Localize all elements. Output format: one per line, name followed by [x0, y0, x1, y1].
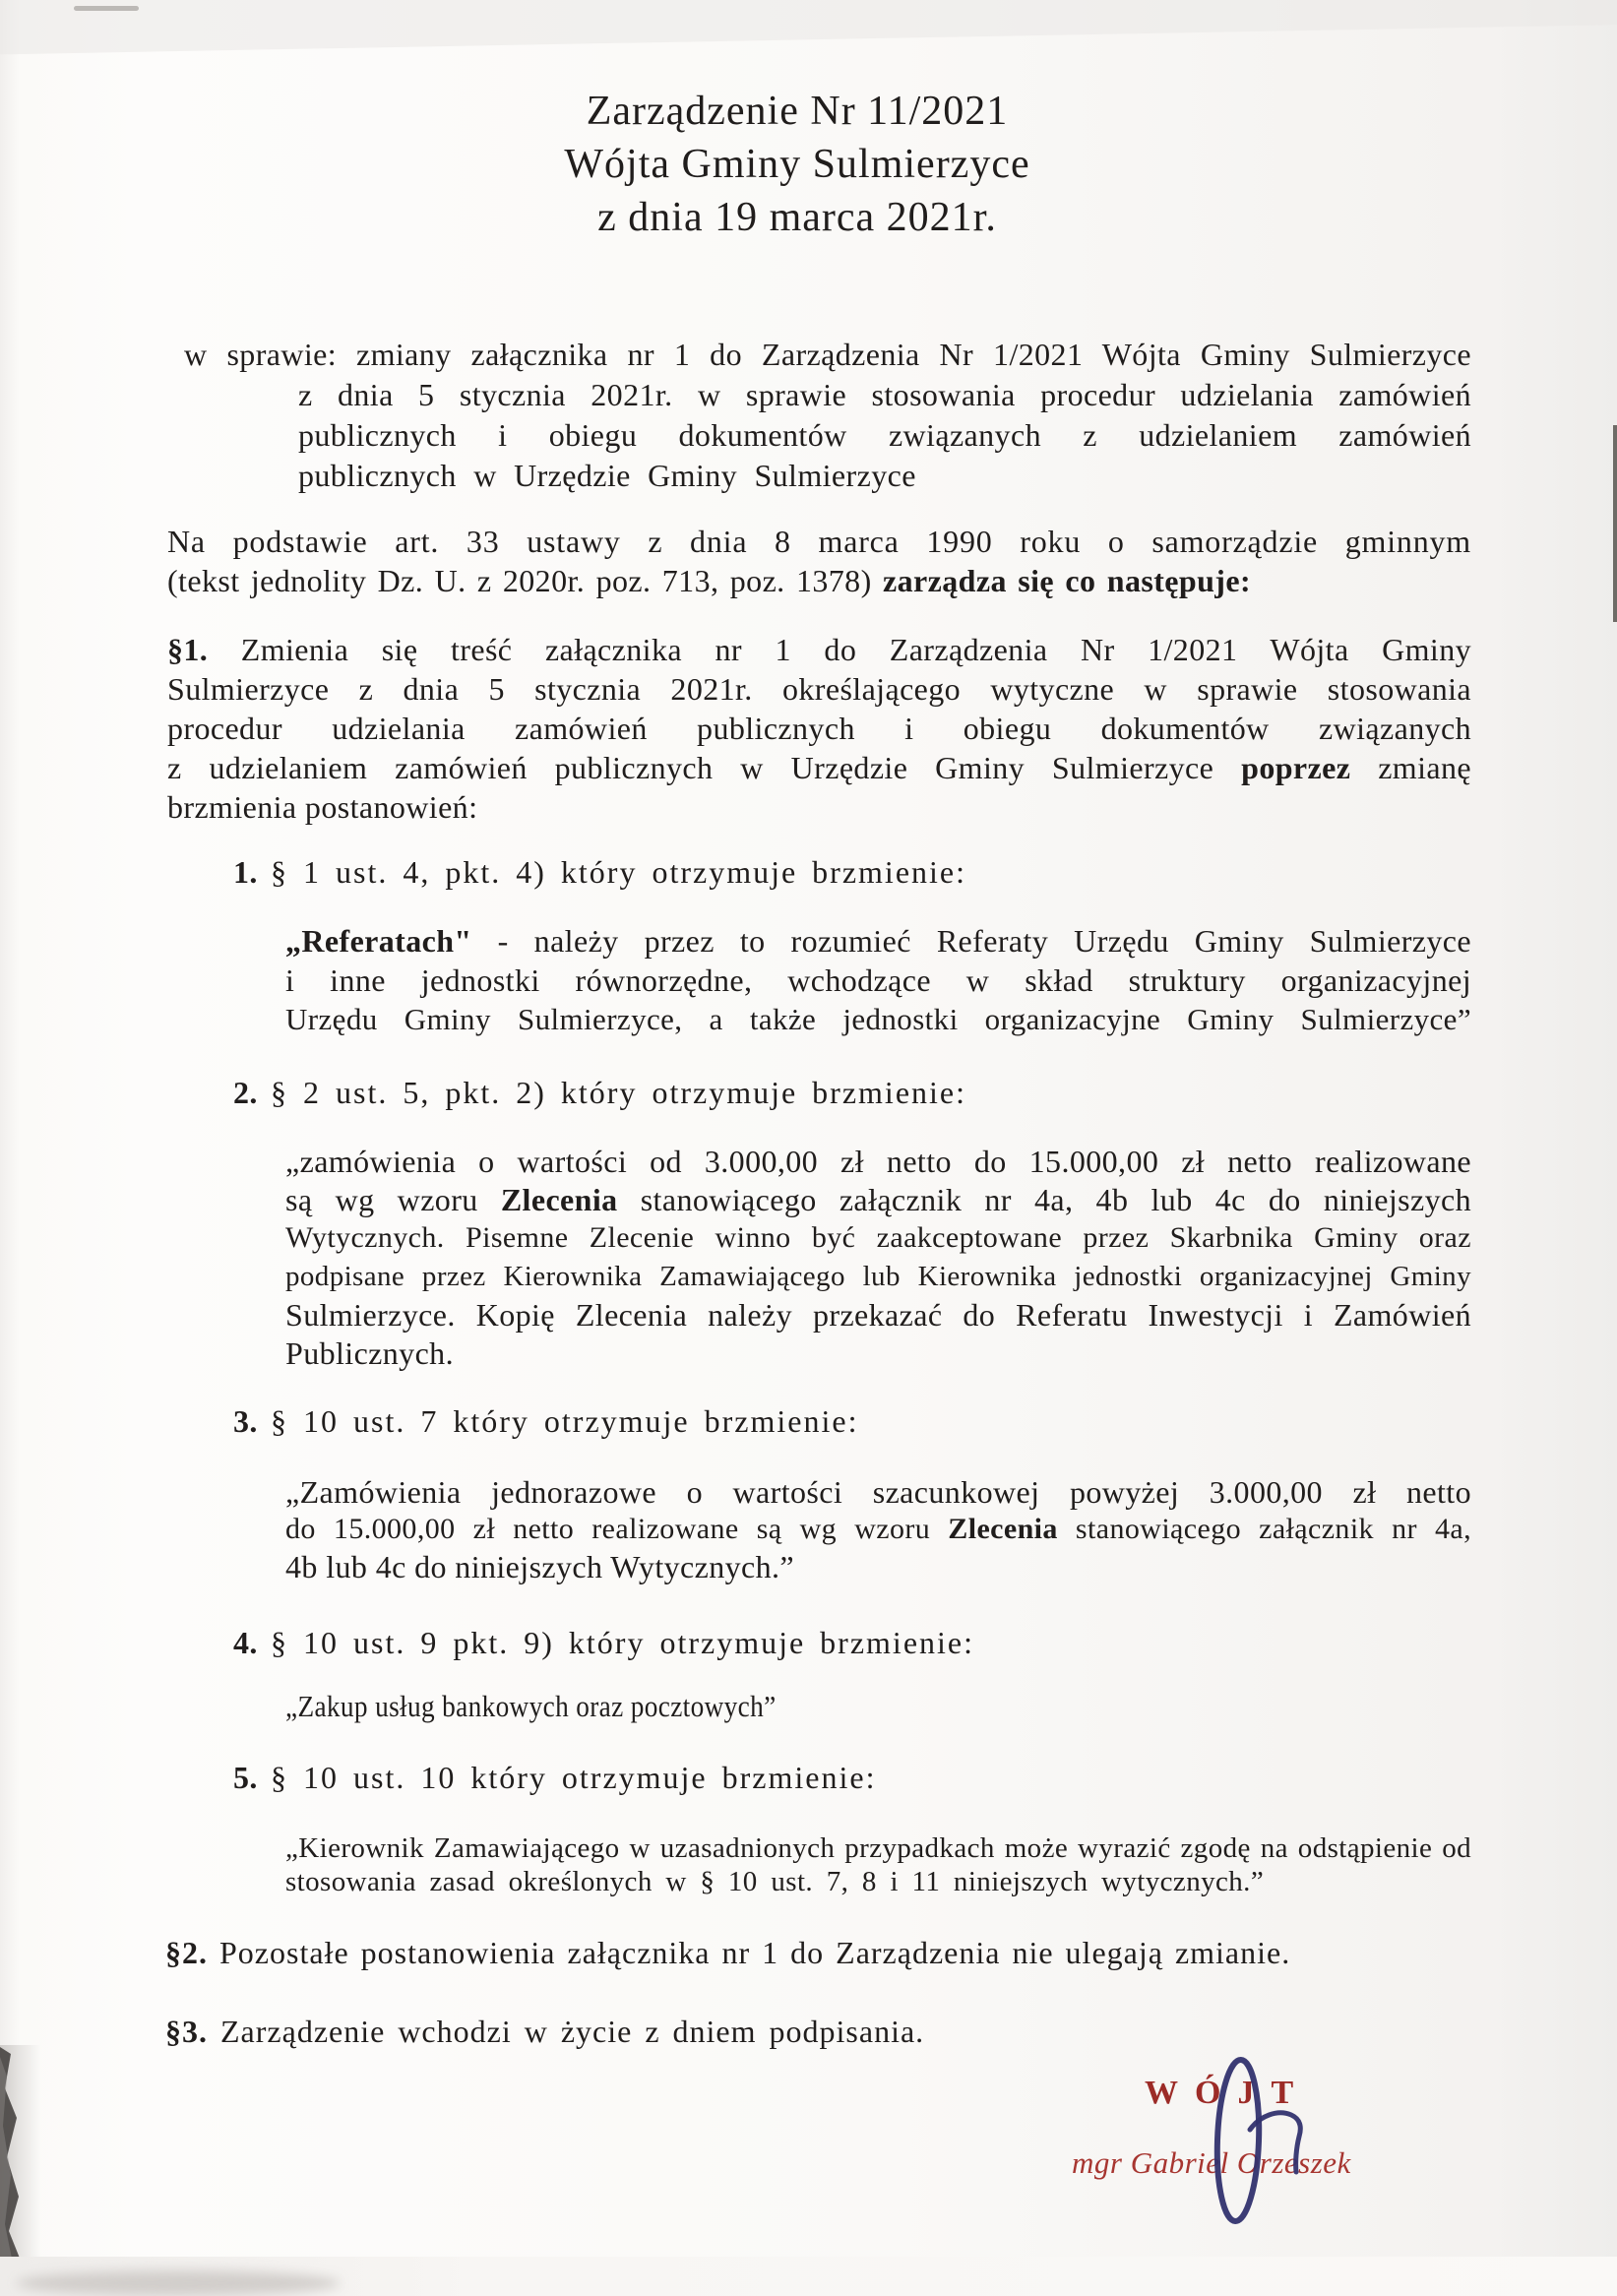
list-item-1-header: § 1 ust. 4, pkt. 4) który otrzymuje brzmienie:: [271, 854, 966, 890]
quote2-line-2-post: stanowiącego załącznik nr 4a, 4b lub 4c do niniejszych: [617, 1182, 1471, 1217]
list-item-3-number: 3.: [233, 1403, 258, 1439]
quote2-line-6: Publicznych.: [285, 1335, 454, 1371]
quote2-line-5: Sulmierzyce. Kopię Zlecenia należy przekazać do Referatu Inwestycji i Zamówień: [285, 1297, 1471, 1333]
section1-mark: §1.: [167, 632, 209, 667]
quote1-referatach-bold: „Referatach": [285, 923, 498, 959]
quote2-line-3: Wytycznych. Pisemne Zlecenie winno być zaakceptowane przez Skarbnika Gminy oraz: [285, 1221, 1471, 1254]
quote3-line-2-post: stanowiącego załącznik nr 4a,: [1057, 1513, 1471, 1545]
section1-line-4-post: zmianę: [1350, 750, 1471, 785]
section2-line: [165, 1933, 1290, 1972]
section1-line-2: Sulmierzyce z dnia 5 stycznia 2021r. określającego wytyczne w sprawie stosowania: [167, 671, 1471, 707]
mayor-stamp-title: WÓJT: [1145, 2075, 1311, 2111]
quote2-line-1: „zamówienia o wartości od 3.000,00 zł netto do 15.000,00 zł netto realizowane: [285, 1144, 1471, 1179]
quote1-line-2: i inne jednostki równorzędne, wchodzące w skład struktury organizacyjnej: [285, 962, 1471, 998]
quote2-line-2-pre: są wg wzoru: [285, 1182, 501, 1217]
section1-poprzez-bold: poprzez: [1241, 750, 1351, 785]
section2-text: Pozostałe postanowienia załącznika nr 1 do Zarządzenia nie ulegają zmianie.: [208, 1935, 1291, 1970]
section1-line-3: procedur udzielania zamówień publicznych i obiegu dokumentów związanych: [167, 711, 1471, 746]
subject-line-3: publicznych i obiegu dokumentów związanych z udzielaniem zamówień: [298, 417, 1471, 453]
scan-artifact-top-dash: [74, 6, 139, 11]
mayor-stamp-name: mgr Gabriel Orzeszek: [1072, 2145, 1351, 2180]
quote3-line-2: [285, 1510, 1471, 1549]
list-item-3-header: § 10 ust. 7 który otrzymuje brzmienie:: [271, 1403, 859, 1439]
quote1-line-1: [285, 921, 1471, 961]
section1-line-4: [167, 748, 1471, 787]
list-item-5-header: § 10 ust. 10 który otrzymuje brzmienie:: [271, 1760, 877, 1795]
scan-artifact-bottom-smudge: [16, 2270, 341, 2296]
list-item-4-number: 4.: [233, 1625, 258, 1660]
legal-basis-line-1: Na podstawie art. 33 ustawy z dnia 8 marca 1990 roku o samorządzie gminnym: [167, 524, 1471, 559]
subject-line-4: publicznych w Urzędzie Gminy Sulmierzyce: [298, 458, 916, 493]
quote3-line-3: 4b lub 4c do niniejszych Wytycznych.”: [285, 1549, 795, 1584]
list-item-1-number: 1.: [233, 854, 258, 890]
section1-line-4-pre: z udzielaniem zamówień publicznych w Urzędzie Gminy Sulmierzyce: [167, 750, 1242, 785]
quote2-zlecenia-bold: Zlecenia: [500, 1182, 618, 1217]
quote3-line-2-pre: do 15.000,00 zł netto realizowane są wg wzoru: [285, 1513, 949, 1545]
document-title: [325, 85, 1270, 244]
list-item-2-header: § 2 ust. 5, pkt. 2) który otrzymuje brzmienie:: [271, 1075, 966, 1110]
title-line-2: Wójta Gminy Sulmierzyce: [564, 142, 1030, 187]
section3-line: [165, 2012, 924, 2051]
quote1-line-1-text: - należy przez to rozumieć Referaty Urzędu Gminy Sulmierzyce: [497, 923, 1471, 959]
legal-basis-text: (tekst jednolity Dz. U. z 2020r. poz. 713, poz. 1378): [167, 563, 884, 598]
section1-line-1: [167, 630, 1471, 669]
quote3-line-1: „Zamówienia jednorazowe o wartości szacunkowej powyżej 3.000,00 zł netto: [285, 1474, 1471, 1510]
quote3-zlecenia-bold: Zlecenia: [948, 1513, 1058, 1545]
subject-line-2: z dnia 5 stycznia 2021r. w sprawie stosowania procedur udzielania zamówień: [298, 377, 1471, 412]
section3-mark: §3.: [165, 2014, 208, 2049]
list-item-5-number: 5.: [233, 1760, 258, 1795]
quote4-line-1: „Zakup usług bankowych oraz pocztowych”: [285, 1689, 777, 1723]
quote2-line-2: [285, 1180, 1471, 1219]
list-item-4-header: § 10 ust. 9 pkt. 9) który otrzymuje brzmienie:: [271, 1625, 974, 1660]
scan-artifact-left-jagged-edge: [0, 2047, 30, 2283]
scan-artifact-right-edge-line: [1613, 425, 1617, 622]
section2-mark: §2.: [165, 1935, 208, 1970]
handwritten-signature-ink: [1176, 2039, 1343, 2236]
section1-line-1-text: Zmienia się treść załącznika nr 1 do Zarządzenia Nr 1/2021 Wójta Gminy: [208, 632, 1471, 667]
quote5-line-1: „Kierownik Zamawiającego w uzasadnionych przypadkach może wyrazić zgodę na odstąpienie od: [285, 1832, 1471, 1864]
section1-line-5: brzmienia postanowień:: [167, 789, 478, 825]
scan-artifact-top-band: [0, 0, 1617, 55]
list-item-2-number: 2.: [233, 1075, 258, 1110]
ordains-clause: zarządza się co następuje:: [883, 563, 1252, 598]
title-line-1: Zarządzenie Nr 11/2021: [586, 89, 1009, 134]
quote5-line-2: stosowania zasad określonych w § 10 ust. 7, 8 i 11 niniejszych wytycznych.”: [285, 1866, 1265, 1897]
quote2-line-4: podpisane przez Kierownika Zamawiającego lub Kierownika jednostki organizacyjnej Gminy: [285, 1261, 1471, 1292]
legal-basis-line-2: [167, 561, 1251, 600]
title-line-3: z dnia 19 marca 2021r.: [597, 195, 997, 240]
subject-line-1: w sprawie: zmiany załącznika nr 1 do Zarządzenia Nr 1/2021 Wójta Gminy Sulmierzyce: [184, 337, 1471, 372]
quote1-line-3: Urzędu Gminy Sulmierzyce, a także jednostki organizacyjne Gminy Sulmierzyce”: [285, 1002, 1471, 1036]
section3-text: Zarządzenie wchodzi w życie z dniem podpisania.: [208, 2014, 925, 2049]
